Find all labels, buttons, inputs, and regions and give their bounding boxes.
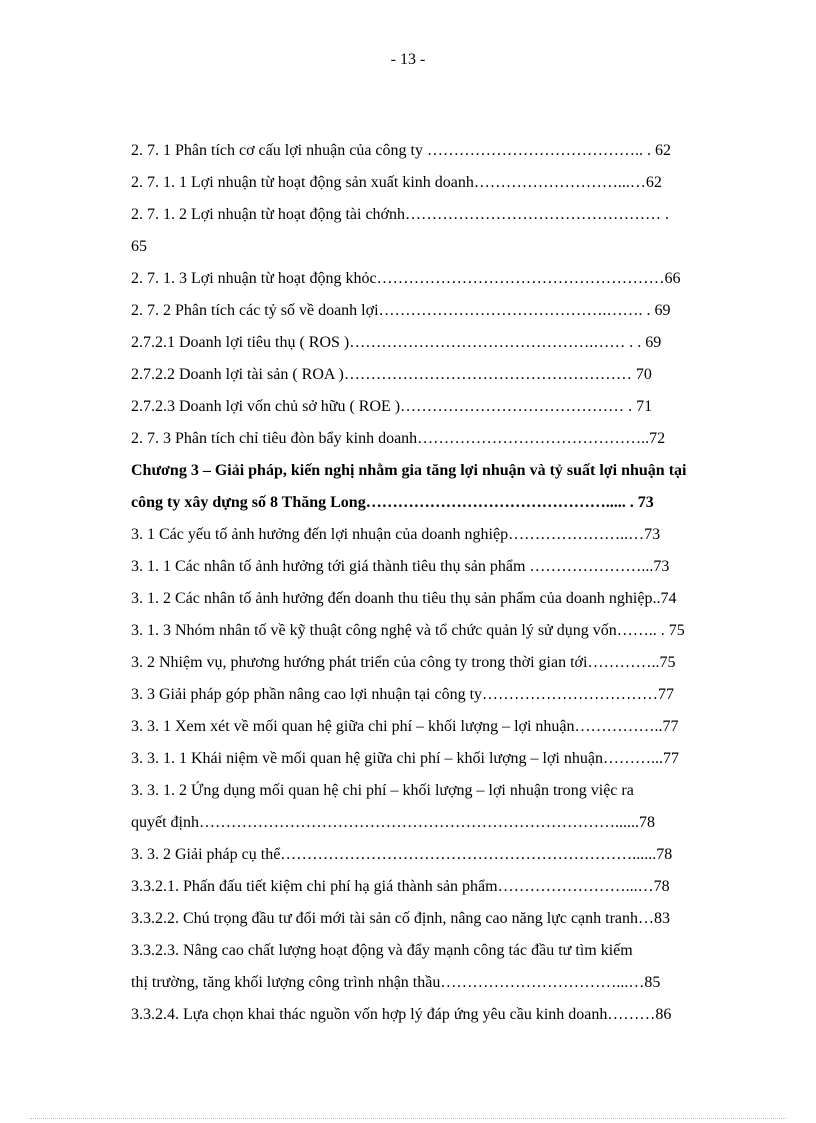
toc-entry-3-3-1-2: 3. 3. 1. 2 Ứng dụng mối quan hệ chi phí – khối lượng – lợi nhuận trong việc ra — [131, 782, 634, 799]
toc-entry-2-7-2-1: 2.7.2.1 Doanh lợi tiêu thụ ( ROS )……………………………………….…… . . 69 — [131, 334, 662, 351]
toc-entry-2-7-2: 2. 7. 2 Phân tích các tỷ số về doanh lợi…………………………………….……. . 69 — [131, 302, 671, 319]
toc-entry-3-3: 3. 3 Giải pháp góp phần nâng cao lợi nhuận tại công ty……………………………77 — [131, 686, 675, 703]
toc-entry-3-3-1: 3. 3. 1 Xem xét về mối quan hệ giữa chi phí – khối lượng – lợi nhuận……………..77 — [131, 718, 679, 735]
toc-chapter-3-title: Chương 3 – Giải pháp, kiến nghị nhằm gia tăng lợi nhuận và tỷ suất lợi nhuận tại — [131, 462, 687, 479]
toc-entry-3-3-2-3: 3.3.2.3. Nâng cao chất lượng hoạt động và đẩy mạnh công tác đầu tư tìm kiếm — [131, 942, 633, 959]
toc-entry-2-7-1-2: 2. 7. 1. 2 Lợi nhuận từ hoạt động tài chớnh………………………………………… . — [131, 206, 669, 223]
toc-entry-2-7-1: 2. 7. 1 Phân tích cơ cấu lợi nhuận của công ty ………………………………….. . 62 — [131, 142, 671, 159]
toc-entry-2-7-2-3: 2.7.2.3 Doanh lợi vốn chủ sở hữu ( ROE )…………………………………… . 71 — [131, 398, 653, 415]
toc-entry-3-3-2: 3. 3. 2 Giải pháp cụ thể…………………………………………………………......78 — [131, 846, 673, 863]
toc-entry-3-3-2-3-cont: thị trường, tăng khối lượng công trình nhận thầu……………………………...…85 — [131, 974, 661, 991]
toc-entry-3-3-2-4: 3.3.2.4. Lựa chọn khai thác nguồn vốn hợp lý đáp ứng yêu cầu kinh doanh………86 — [131, 1006, 672, 1023]
page-number: - 13 - — [390, 51, 426, 68]
toc-chapter-3-title-cont: công ty xây dựng số 8 Thăng Long………………………………………..... . 73 — [131, 494, 654, 511]
page-bottom-divider — [30, 1118, 786, 1119]
toc-entry-2-7-1-2-page: 65 — [131, 238, 147, 255]
toc-entry-3-1-3: 3. 1. 3 Nhóm nhân tố về kỹ thuật công nghệ và tổ chức quản lý sử dụng vốn…….. . 75 — [131, 622, 685, 639]
toc-entry-3-3-2-2: 3.3.2.2. Chú trọng đầu tư đổi mới tài sản cố định, nâng cao năng lực cạnh tranh…83 — [131, 910, 671, 927]
toc-entry-2-7-2-2: 2.7.2.2 Doanh lợi tài sản ( ROA )……………………………………………… 70 — [131, 366, 652, 383]
toc-entry-2-7-1-1: 2. 7. 1. 1 Lợi nhuận từ hoạt động sản xuất kinh doanh………………………...…62 — [131, 174, 662, 191]
toc-entry-3-2: 3. 2 Nhiệm vụ, phương hướng phát triển của công ty trong thời gian tới…………..75 — [131, 654, 676, 671]
toc-entry-3-1-1: 3. 1. 1 Các nhân tố ảnh hưởng tới giá thành tiêu thụ sản phẩm …………………...73 — [131, 558, 670, 575]
toc-entry-2-7-3: 2. 7. 3 Phân tích chỉ tiêu đòn bẩy kinh doanh……………………………………..72 — [131, 430, 666, 447]
toc-entry-3-1-2: 3. 1. 2 Các nhân tố ảnh hưởng đến doanh thu tiêu thụ sản phẩm của doanh nghiệp..74 — [131, 590, 677, 607]
toc-entry-2-7-1-3: 2. 7. 1. 3 Lợi nhuận từ hoạt động khỏc………………………………………………66 — [131, 270, 681, 287]
toc-entry-3-1: 3. 1 Các yếu tố ảnh hưởng đến lợi nhuận của doanh nghiệp…………………..…73 — [131, 526, 661, 543]
toc-entry-3-3-1-2-cont: quyết định……………………………………………………………………......78 — [131, 814, 655, 831]
toc-entry-3-3-1-1: 3. 3. 1. 1 Khái niệm về mối quan hệ giữa chi phí – khối lượng – lợi nhuận………...77 — [131, 750, 679, 767]
toc-entry-3-3-2-1: 3.3.2.1. Phấn đấu tiết kiệm chi phí hạ giá thành sản phẩm……………………...…78 — [131, 878, 670, 895]
